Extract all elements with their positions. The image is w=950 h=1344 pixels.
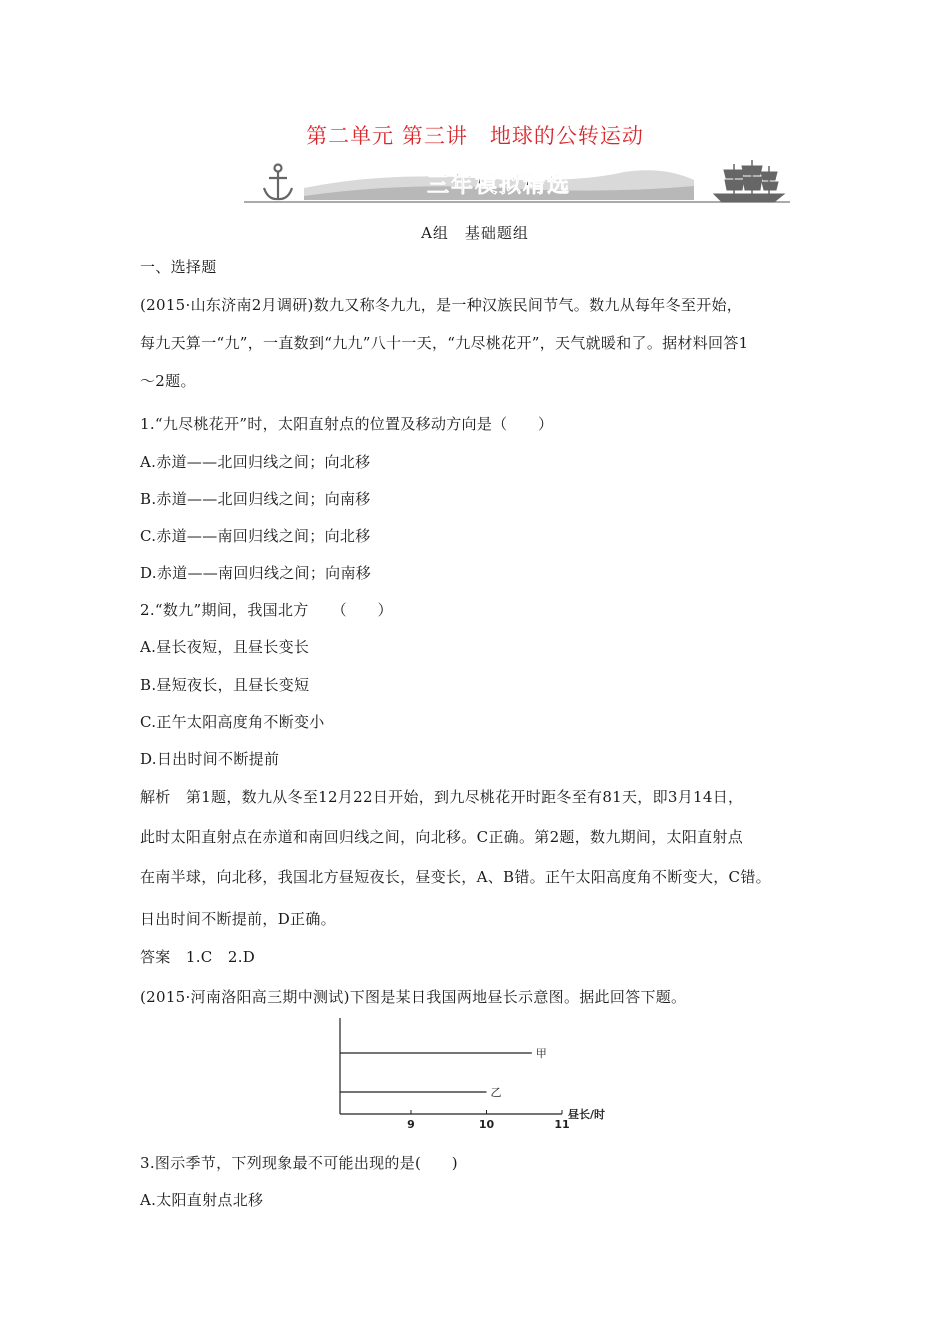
daylength-chart — [300, 1012, 640, 1132]
question-1-option-a: A.赤道——北回归线之间；向北移 — [140, 453, 371, 471]
question-2-option-c: C.正午太阳高度角不断变小 — [140, 713, 325, 731]
question-1-option-c: C.赤道——南回归线之间；向北移 — [140, 527, 371, 545]
page-title: 第二单元 第三讲 地球的公转运动 — [306, 124, 644, 148]
banner-text: 三年模拟精选 — [426, 173, 572, 198]
question-1-option-b: B.赤道——北回归线之间；向南移 — [140, 490, 371, 508]
bar-label-1: 甲 — [535, 1047, 547, 1060]
analysis-line: 日出时间不断提前，D正确。 — [140, 910, 336, 928]
answer-line: 答案 1.C 2.D — [140, 948, 256, 966]
question-3-stem: 3.图示季节，下列现象最不可能出现的是( ) — [140, 1154, 458, 1172]
analysis-line: 此时太阳直射点在赤道和南回归线之间，向北移。C正确。第2题，数九期间，太阳直射点 — [140, 828, 744, 846]
question-3-option-a: A.太阳直射点北移 — [140, 1191, 264, 1209]
anchor-icon — [264, 165, 292, 200]
question-1-stem: 1.“九尽桃花开”时，太阳直射点的位置及移动方向是（ ） — [140, 415, 554, 433]
question-2-option-d: D.日出时间不断提前 — [140, 750, 280, 768]
intro-2-line: (2015·河南洛阳高三期中测试)下图是某日我国两地昼长示意图。据此回答下题。 — [140, 988, 687, 1006]
section-banner — [244, 158, 790, 206]
analysis-line: 在南半球，向北移，我国北方昼短夜长，昼变长，A、B错。正午太阳高度角不断变大，C错。 — [140, 868, 771, 886]
intro-line: (2015·山东济南2月调研)数九又称冬九九，是一种汉族民间节气。数九从每年冬至开始， — [140, 296, 743, 314]
intro-line: ～2题。 — [140, 372, 196, 390]
analysis-line: 解析 第1题，数九从冬至12月22日开始，到九尽桃花开时距冬至有81天，即3月14日， — [140, 788, 744, 806]
question-2-option-b: B.昼短夜长，且昼长变短 — [140, 676, 310, 694]
bar-label-2: 乙 — [490, 1086, 502, 1099]
x-tick-label-1: 9 — [407, 1118, 415, 1131]
x-axis-label: 昼长/时 — [568, 1108, 606, 1121]
x-tick-label-2: 10 — [478, 1118, 495, 1131]
intro-line: 每九天算一“九”，一直数到“九九”八十一天，“九尽桃花开”，天气就暖和了。据材料回答1 — [140, 334, 749, 352]
question-1-option-d: D.赤道——南回归线之间；向南移 — [140, 564, 372, 582]
x-tick-label-3: 11 — [554, 1118, 570, 1131]
group-heading: A组 基础题组 — [421, 224, 529, 242]
question-2-stem: 2.“数九”期间，我国北方 （ ） — [140, 601, 393, 619]
ship-icon — [714, 160, 784, 202]
section-heading: 一、选择题 — [140, 258, 217, 276]
question-2-option-a: A.昼长夜短，且昼长变长 — [140, 638, 310, 656]
